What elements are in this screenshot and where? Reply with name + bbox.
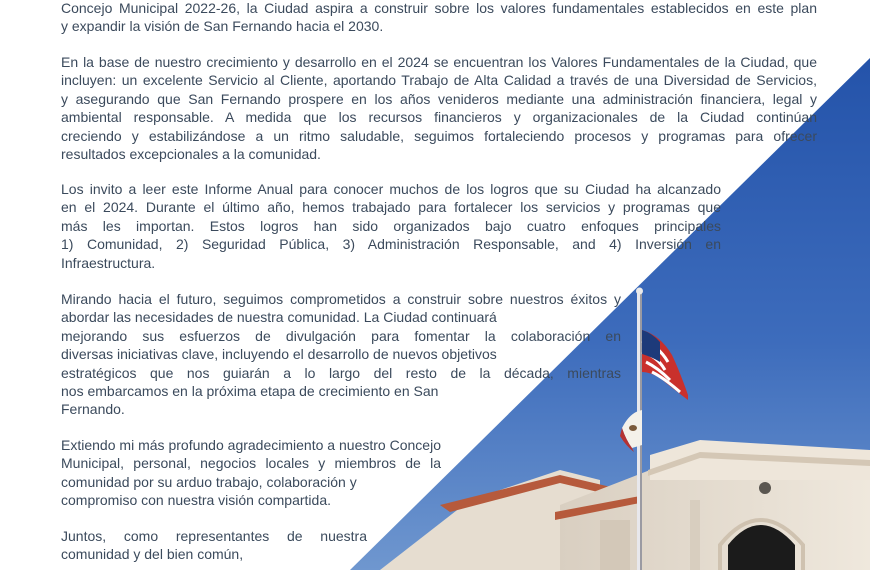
paragraph-line: En la base de nuestro crecimiento y desarrollo en el 2024 se encuentran los Valores Fundamentales de la Ciudad, que <box>61 54 817 70</box>
paragraph-line: y asegurando que San Fernando prospere en los años venideros mediante una administración financiera, legal y <box>61 90 817 107</box>
paragraph-line: resultados excepcionales a la comunidad. <box>61 146 321 163</box>
paragraph-line: mejorando sus esfuerzos de divulgación para fomentar la colaboración en <box>61 327 621 344</box>
paragraph-line: en el 2024. Durante el último año, hemos trabajado para fortalecer los servicios y programas que <box>61 199 721 216</box>
paragraph-line: y expandir la visión de San Fernando hacia el 2030. <box>61 18 384 35</box>
paragraph-line: Fernando. <box>61 401 125 418</box>
paragraph-6 <box>61 527 367 564</box>
paragraph-line: nos embarcamos en la próxima etapa de crecimiento en San <box>61 383 439 400</box>
paragraph-line: Extiendo mi más profundo agradecimiento a nuestro Concejo <box>61 437 441 453</box>
paragraph-line: más les importan. Estos logros han sido organizados bajo cuatro enfoques principales <box>61 217 721 234</box>
paragraph-line: creciendo y estabilizándose a un ritmo saludable, seguimos fortaleciendo procesos y programas para ofrecer <box>61 127 817 144</box>
paragraph-4 <box>61 290 621 419</box>
paragraph-5 <box>61 436 441 510</box>
paragraph-line: Mirando hacia el futuro, seguimos comprometidos a construir sobre nuestros éxitos y <box>61 291 621 307</box>
paragraph-line: estratégicos que nos guiarán a lo largo del resto de la década, mientras <box>61 364 621 381</box>
paragraph-line: Concejo Municipal 2022-26, la Ciudad aspira a construir sobre los valores fundamentales establecidos en este plan <box>61 0 817 16</box>
paragraph-line: compromiso con nuestra visión compartida. <box>61 492 332 509</box>
paragraph-line: abordar las necesidades de nuestra comunidad. La Ciudad continuará <box>61 309 497 326</box>
paragraph-line: comunidad por su arduo trabajo, colaboración y <box>61 473 357 490</box>
paragraph-line: 1) Comunidad, 2) Seguridad Pública, 3) Administración Responsable, and 4) Inversión en <box>61 236 721 253</box>
paragraph-line: Infraestructura. <box>61 254 156 271</box>
city-seal-icon <box>759 482 771 494</box>
paragraph-line: Los invito a leer este Informe Anual para conocer muchos de los logros que su Ciudad ha alcanzado <box>61 181 721 197</box>
paragraph-line: Municipal, personal, negocios locales y miembros de la <box>61 455 441 472</box>
paragraph-3 <box>61 180 721 272</box>
paragraph-line: comunidad y del bien común, <box>61 546 244 563</box>
paragraph-line: Juntos, como representantes de nuestra <box>61 528 367 544</box>
paragraph-line: ambiental responsable. A medida que los recursos financieros y organizacionales de la Ciudad continúan <box>61 109 817 126</box>
paragraph-line: incluyen: un excelente Servicio al Cliente, aportando Trabajo de Alta Calidad a través de una Diversidad de Servicios, <box>61 72 817 89</box>
paragraph-1 <box>61 0 817 36</box>
paragraph-line: diversas iniciativas clave, incluyendo el desarrollo de nuevos objetivos <box>61 346 497 363</box>
paragraph-2 <box>61 53 817 163</box>
